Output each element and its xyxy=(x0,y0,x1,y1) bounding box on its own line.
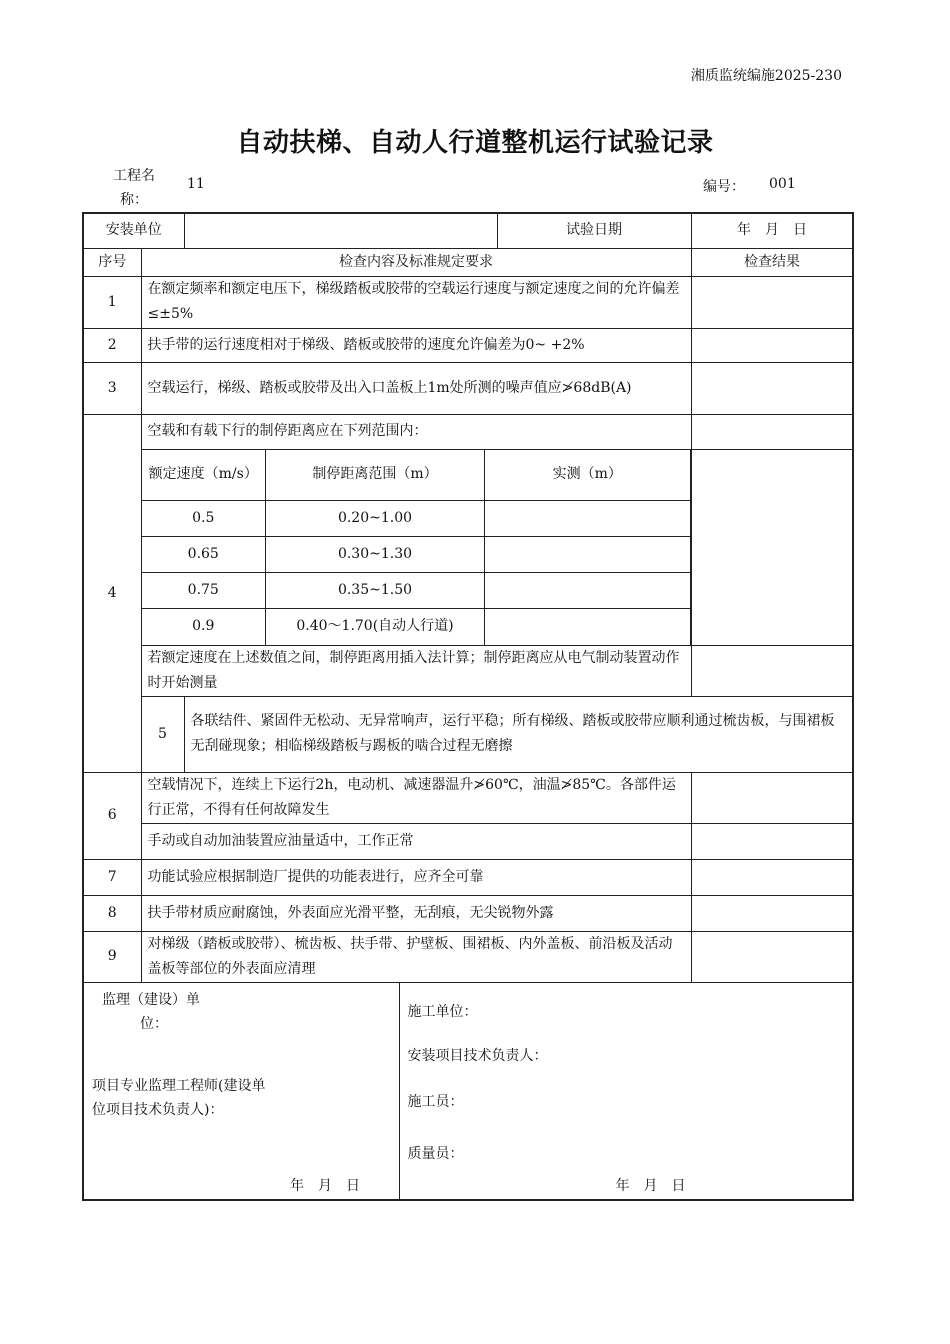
range-cell: 0.30~1.30 xyxy=(266,537,485,573)
row-result[interactable] xyxy=(691,772,853,823)
table-row xyxy=(83,362,853,414)
row-result[interactable] xyxy=(691,362,853,414)
contractor-date: 年 月 日 xyxy=(615,1177,686,1194)
table-row xyxy=(83,414,853,449)
speed-cell: 0.9 xyxy=(142,609,266,645)
page-title: 自动扶梯、自动人行道整机运行试验记录 xyxy=(236,128,714,158)
row-result[interactable] xyxy=(691,931,853,982)
row-content: 空载运行，梯级、踏板或胶带及出入口盖板上1m处所测的噪声值应≯68dB(A) xyxy=(141,362,691,414)
measured-cell[interactable] xyxy=(485,537,691,573)
row-result[interactable] xyxy=(691,276,853,328)
sub-header-measured: 实测（m） xyxy=(485,450,691,501)
table-row xyxy=(83,328,853,362)
row-content: 扶手带材质应耐腐蚀，外表面应光滑平整，无刮痕，无尖锐物外露 xyxy=(141,895,691,931)
supervisor-date: 年 月 日 xyxy=(290,1177,360,1194)
row-content-2: 手动或自动加油装置应油量适中，工作正常 xyxy=(141,823,691,859)
supervisor-unit-label: 监理（建设）单 xyxy=(102,991,200,1008)
table-row xyxy=(83,895,853,931)
measured-cell[interactable] xyxy=(485,573,691,609)
row-content: 空载和有载下行的制停距离应在下列范围内： xyxy=(141,414,691,449)
install-unit-label: 安装单位 xyxy=(83,213,184,248)
row-no: 7 xyxy=(83,859,141,895)
col-content-header: 检查内容及标准规定要求 xyxy=(141,248,691,276)
range-cell: 0.40～1.70(自动人行道) xyxy=(266,609,485,645)
row-no: 6 xyxy=(83,772,141,859)
install-unit-value[interactable] xyxy=(184,213,497,248)
range-cell: 0.20~1.00 xyxy=(266,501,485,537)
row-content: 空载情况下，连续上下运行2h，电动机、减速器温升≯60℃，油温≯85℃。各部件运行正常，不得有任何故障发生 xyxy=(141,772,691,823)
row-result[interactable] xyxy=(691,414,853,449)
row-result[interactable] xyxy=(691,823,853,859)
project-name-label: 工程名称： xyxy=(113,168,155,208)
supervisor-engineer-label-2: 位项目技术负责人)： xyxy=(92,1101,224,1118)
row-note: 若额定速度在上述数值之间，制停距离用插入法计算；制停距离应从电气制动装置动作时开始测量 xyxy=(141,645,691,696)
tech-lead-label: 安装项目技术负责人： xyxy=(407,1047,548,1064)
document-code: 湘质监统编施2025-230 xyxy=(690,68,842,84)
supervisor-signature-block xyxy=(83,982,399,1200)
table-row xyxy=(83,772,853,823)
supervisor-engineer-label: 项目专业监理工程师(建设单 xyxy=(92,1077,266,1094)
col-result-header: 检查结果 xyxy=(691,248,853,276)
number-label: 编号： xyxy=(703,179,745,195)
table-row xyxy=(83,276,853,328)
construction-worker-label: 施工员： xyxy=(407,1093,464,1110)
row-content: 对梯级（踏板或胶带）、梳齿板、扶手带、护壁板、围裙板、内外盖板、前沿板及活动盖板等部位的外表面应清理 xyxy=(141,931,691,982)
stopping-distance-cell xyxy=(141,449,691,645)
record-table xyxy=(82,212,854,1201)
contractor-unit-label: 施工单位： xyxy=(407,1003,478,1020)
col-no-header: 序号 xyxy=(83,248,141,276)
row-content: 各联结件、紧固件无松动、无异常响声，运行平稳；所有梯级、踏板或胶带应顺利通过梳齿板，与围裙板无刮碰现象；相临梯级踏板与踢板的啮合过程无磨擦 xyxy=(184,696,853,772)
measured-cell[interactable] xyxy=(485,609,691,645)
sub-header-speed: 额定速度（m/s） xyxy=(142,450,266,501)
stopping-distance-table xyxy=(142,450,691,645)
row-result[interactable] xyxy=(691,328,853,362)
quality-inspector-label: 质量员： xyxy=(407,1145,464,1162)
row-no: 5 xyxy=(141,696,184,772)
test-date-value[interactable]: 年 月 日 xyxy=(691,213,853,248)
row-content: 功能试验应根据制造厂提供的功能表进行，应齐全可靠 xyxy=(141,859,691,895)
test-date-label: 试验日期 xyxy=(497,213,691,248)
row-result[interactable] xyxy=(691,645,853,696)
row-result[interactable] xyxy=(691,449,853,645)
table-row xyxy=(83,696,853,772)
row-content: 在额定频率和额定电压下，梯级踏板或胶带的空载运行速度与额定速度之间的允许偏差≤±5% xyxy=(141,276,691,328)
row-result[interactable] xyxy=(691,859,853,895)
speed-cell: 0.5 xyxy=(142,501,266,537)
row-content: 扶手带的运行速度相对于梯级、踏板或胶带的速度允许偏差为0~ +2% xyxy=(141,328,691,362)
supervisor-unit-label-2: 位： xyxy=(140,1015,168,1032)
row-no: 9 xyxy=(83,931,141,982)
table-row xyxy=(83,859,853,895)
row-no: 3 xyxy=(83,362,141,414)
row-no: 1 xyxy=(83,276,141,328)
sub-header-range: 制停距离范围（m） xyxy=(266,450,485,501)
number-value: 001 xyxy=(769,176,796,192)
project-name-value: 11 xyxy=(187,176,205,192)
range-cell: 0.35~1.50 xyxy=(266,573,485,609)
speed-cell: 0.65 xyxy=(142,537,266,573)
row-result[interactable] xyxy=(691,895,853,931)
measured-cell[interactable] xyxy=(485,501,691,537)
row-no: 8 xyxy=(83,895,141,931)
speed-cell: 0.75 xyxy=(142,573,266,609)
row-no: 2 xyxy=(83,328,141,362)
table-row xyxy=(83,931,853,982)
contractor-signature-block xyxy=(399,982,853,1200)
row-no: 4 xyxy=(83,414,141,772)
